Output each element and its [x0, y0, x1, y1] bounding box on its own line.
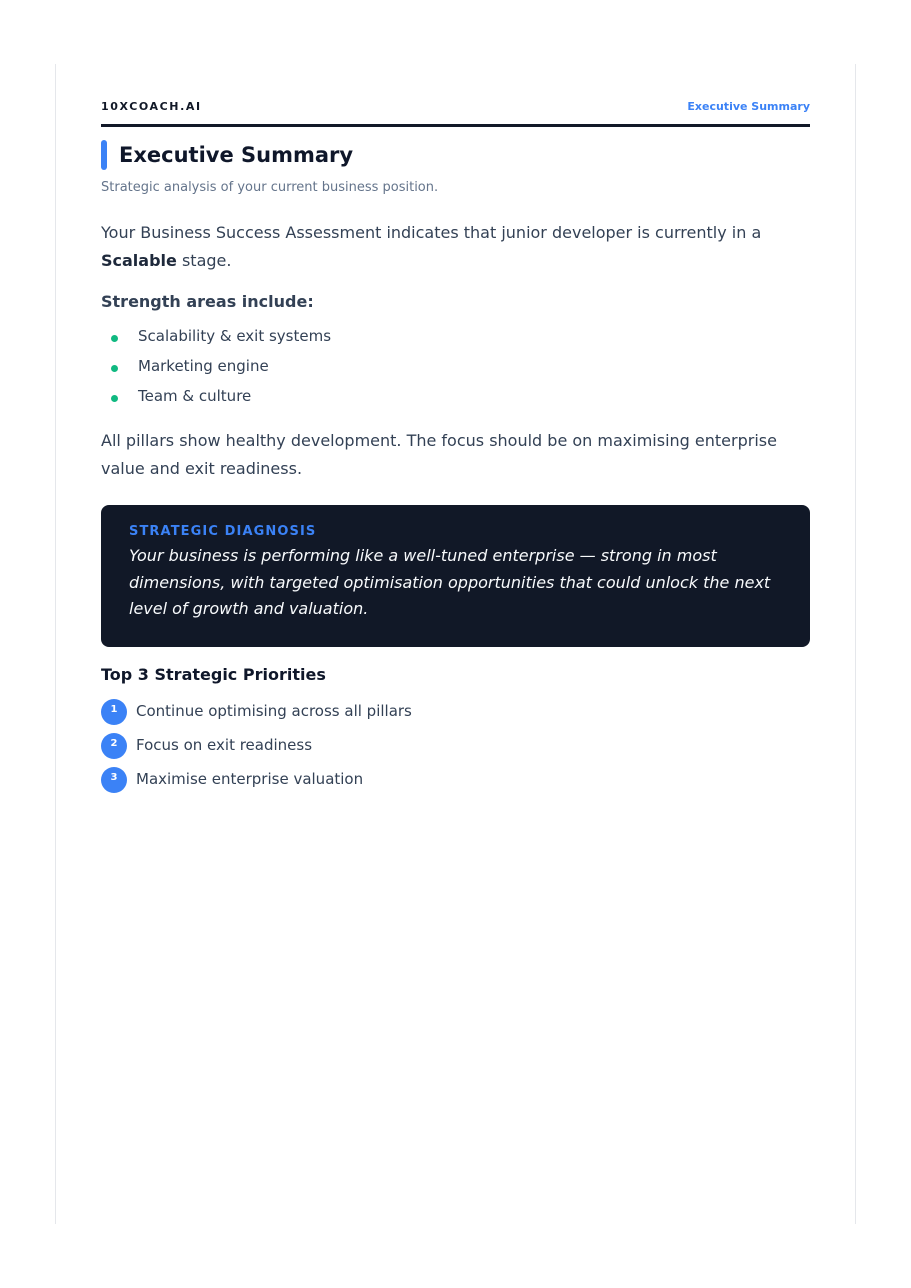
bullet-dot-icon	[111, 335, 118, 342]
list-item	[101, 733, 412, 767]
strategic-diagnosis-panel	[101, 505, 810, 647]
strength-item-label: Team & culture	[138, 387, 252, 405]
bullet-dot-icon	[111, 365, 118, 372]
strength-item-label: Marketing engine	[138, 357, 269, 375]
intro-stage: Scalable	[101, 251, 177, 270]
priority-number-badge: 1	[101, 699, 127, 725]
priority-number-badge: 3	[101, 767, 127, 793]
summary-paragraph: All pillars show healthy development. The focus should be on maximising enterprise value and exit readiness.	[101, 431, 777, 478]
list-item	[101, 324, 331, 354]
diagnosis-text: Your business is performing like a well-tuned enterprise — strong in most dimensions, with targeted optimisation opportunities that could unlock the next level of growth and valuation.	[129, 546, 771, 618]
list-item	[101, 354, 331, 384]
priorities-heading: Top 3 Strategic Priorities	[101, 665, 326, 684]
page-title: Executive Summary	[119, 143, 354, 167]
intro-paragraph	[101, 219, 810, 275]
priority-number-badge: 2	[101, 733, 127, 759]
list-item	[101, 384, 331, 414]
page-header	[101, 100, 810, 127]
strength-list	[101, 324, 331, 414]
title-accent-bar	[101, 140, 107, 170]
intro-text-after: stage.	[176, 251, 232, 270]
page-subtitle: Strategic analysis of your current business position.	[101, 180, 439, 195]
bullet-dot-icon	[111, 395, 118, 402]
brand-logo-text: 10XCOACH.AI	[101, 100, 202, 113]
priorities-list	[101, 699, 412, 801]
intro-text-before: Your Business Success Assessment indicates that junior developer is currently in a	[101, 223, 762, 242]
priority-item-label: Focus on exit readiness	[136, 736, 313, 754]
priority-item-label: Maximise enterprise valuation	[136, 770, 364, 788]
strength-heading: Strength areas include:	[101, 292, 314, 311]
list-item	[101, 767, 412, 801]
priority-item-label: Continue optimising across all pillars	[136, 702, 412, 720]
diagnosis-label: STRATEGIC DIAGNOSIS	[129, 524, 317, 539]
strength-item-label: Scalability & exit systems	[138, 327, 332, 345]
list-item	[101, 699, 412, 733]
header-section-label: Executive Summary	[687, 100, 810, 113]
